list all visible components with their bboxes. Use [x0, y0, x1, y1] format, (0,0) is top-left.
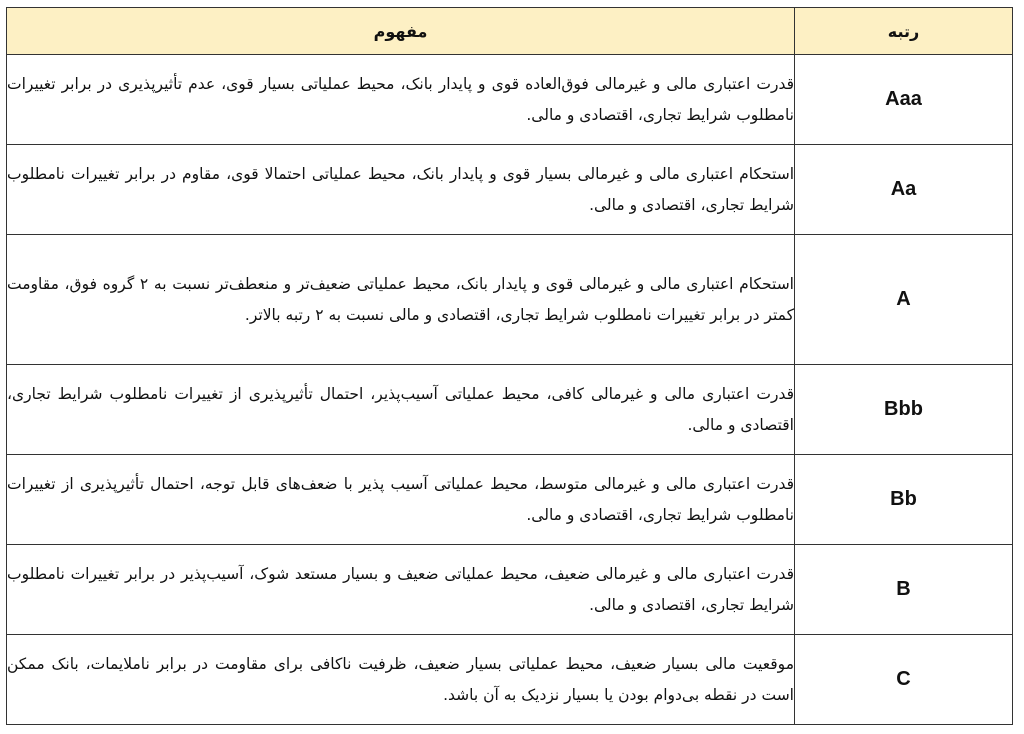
- concept-cell: قدرت اعتباری مالی و غیرمالی کافی، محیط عملیاتی آسیب‌پذیر، احتمال تأثیرپذیری از تغییرات نامطلوب شرایط تجاری، اقتصادی و مالی.: [7, 365, 795, 455]
- rating-cell: B: [795, 545, 1013, 635]
- table-row: [7, 365, 1013, 455]
- concept-cell: قدرت اعتباری مالی و غیرمالی متوسط، محیط عملیاتی آسیب پذیر با ضعف‌های قابل توجه، احتمال تأثیرپذیری از تغییرات نامطلوب شرایط تجاری، اقتصادی و مالی.: [7, 455, 795, 545]
- header-concept: مفهوم: [7, 8, 795, 55]
- rating-cell: Bbb: [795, 365, 1013, 455]
- concept-cell: موقعیت مالی بسیار ضعیف، محیط عملیاتی بسیار ضعیف، ظرفیت ناکافی برای مقاومت در برابر ناملایمات، بانک ممکن است در نقطه بی‌دوام بودن یا بسیار نزدیک به آن باشد.: [7, 635, 795, 725]
- concept-cell: قدرت اعتباری مالی و غیرمالی ضعیف، محیط عملیاتی ضعیف و بسیار مستعد شوک، آسیب‌پذیر در برابر تغییرات نامطلوب شرایط تجاری، اقتصادی و مالی.: [7, 545, 795, 635]
- concept-cell: استحکام اعتباری مالی و غیرمالی بسیار قوی و پایدار بانک، محیط عملیاتی احتمالا قوی، مقاوم در برابر تغییرات نامطلوب شرایط تجاری، اقتصادی و مالی.: [7, 145, 795, 235]
- table-row: [7, 235, 1013, 365]
- table-row: [7, 455, 1013, 545]
- table-row: [7, 635, 1013, 725]
- table-row: [7, 55, 1013, 145]
- rating-table: [6, 7, 1013, 725]
- rating-cell: C: [795, 635, 1013, 725]
- table-header-row: [7, 8, 1013, 55]
- table-row: [7, 545, 1013, 635]
- header-rating: رتبه: [795, 8, 1013, 55]
- rating-cell: A: [795, 235, 1013, 365]
- rating-cell: Aaa: [795, 55, 1013, 145]
- rating-cell: Aa: [795, 145, 1013, 235]
- table-row: [7, 145, 1013, 235]
- rating-cell: Bb: [795, 455, 1013, 545]
- concept-cell: قدرت اعتباری مالی و غیرمالی فوق‌العاده قوی و پایدار بانک، محیط عملیاتی بسیار قوی، عدم تأثیرپذیری در برابر تغییرات نامطلوب شرایط تجاری، اقتصادی و مالی.: [7, 55, 795, 145]
- concept-cell: استحکام اعتباری مالی و غیرمالی قوی و پایدار بانک، محیط عملیاتی ضعیف‌تر و منعطف‌تر نسبت به ۲ گروه فوق، مقاومت کمتر در برابر تغییرات نامطلوب شرایط تجاری، اقتصادی و مالی نسبت به ۲ رتبه بالاتر.: [7, 235, 795, 365]
